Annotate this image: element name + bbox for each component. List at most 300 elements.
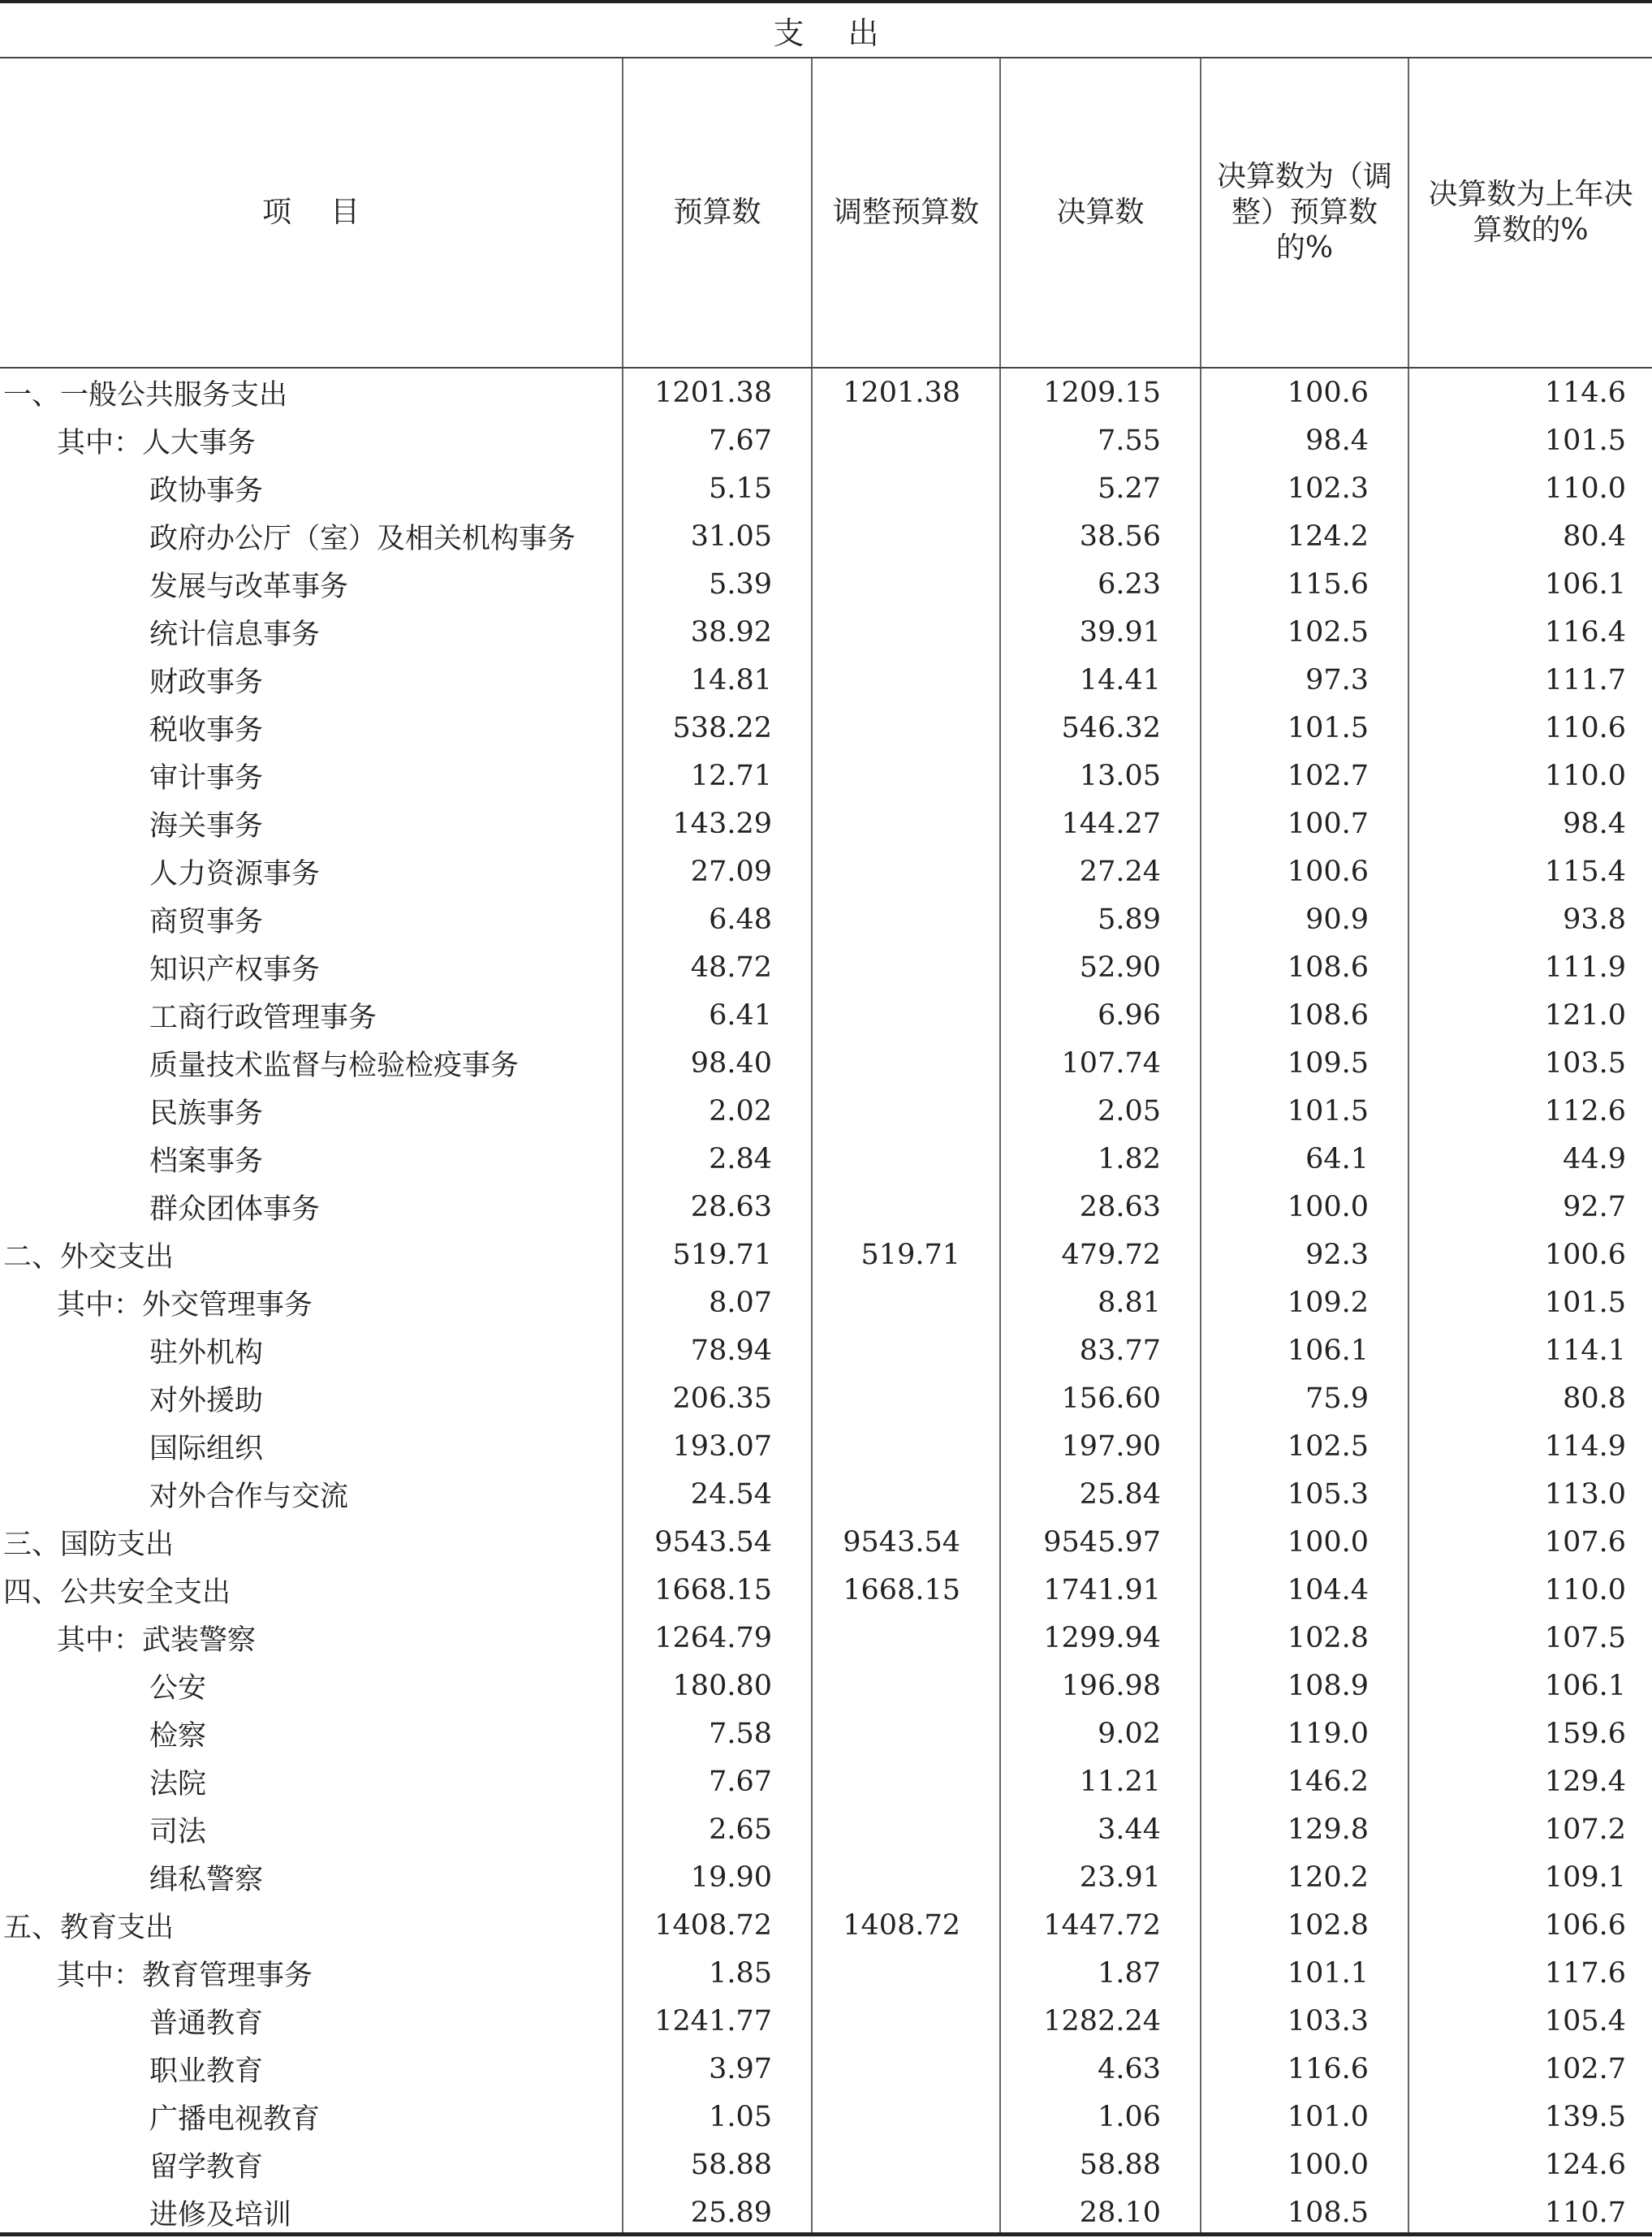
cell-final: 39.91 <box>1000 608 1201 656</box>
cell-item <box>0 895 623 943</box>
cell-pct-lastyear: 116.4 <box>1408 608 1652 656</box>
cell-final: 1.82 <box>1000 1135 1201 1183</box>
item-label: 驻外机构 <box>149 1336 264 1369</box>
table-row <box>0 1805 1652 1853</box>
cell-budget: 98.40 <box>623 1039 812 1087</box>
cell-pct-lastyear: 106.1 <box>1408 560 1652 608</box>
cell-budget: 48.72 <box>623 943 812 991</box>
cell-pct-budget: 106.1 <box>1201 1326 1408 1374</box>
cell-adjusted-budget: 519.71 <box>812 1231 1000 1279</box>
table-row <box>0 1662 1652 1710</box>
cell-pct-lastyear: 103.5 <box>1408 1039 1652 1087</box>
cell-pct-lastyear: 114.6 <box>1408 368 1652 416</box>
cell-item <box>0 1279 623 1326</box>
cell-item <box>0 1087 623 1135</box>
item-label: 三、国防支出 <box>3 1528 175 1561</box>
cell-pct-budget: 101.5 <box>1201 704 1408 752</box>
cell-item <box>0 1614 623 1662</box>
cell-item <box>0 704 623 752</box>
table-row <box>0 2045 1652 2093</box>
cell-budget: 19.90 <box>623 1853 812 1901</box>
cell-adjusted-budget <box>812 656 1000 704</box>
cell-pct-budget: 75.9 <box>1201 1374 1408 1422</box>
cell-adjusted-budget <box>812 1949 1000 1997</box>
expenditure-table <box>0 58 1652 2236</box>
table-row <box>0 1470 1652 1518</box>
cell-adjusted-budget <box>812 2141 1000 2188</box>
header-final: 决算数 <box>1000 58 1201 368</box>
item-label: 四、公共安全支出 <box>3 1576 231 1609</box>
cell-item <box>0 1757 623 1805</box>
cell-adjusted-budget <box>812 1805 1000 1853</box>
cell-adjusted-budget <box>812 991 1000 1039</box>
cell-pct-budget: 64.1 <box>1201 1135 1408 1183</box>
header-budget: 预算数 <box>623 58 812 368</box>
cell-budget: 5.15 <box>623 464 812 512</box>
item-label: 进修及培训 <box>149 2198 292 2232</box>
cell-budget: 24.54 <box>623 1470 812 1518</box>
cell-adjusted-budget <box>812 2045 1000 2093</box>
cell-item <box>0 2188 623 2236</box>
cell-budget: 14.81 <box>623 656 812 704</box>
cell-pct-lastyear: 110.0 <box>1408 1566 1652 1614</box>
cell-final: 1.06 <box>1000 2093 1201 2141</box>
cell-pct-budget: 100.0 <box>1201 1183 1408 1231</box>
cell-pct-budget: 102.8 <box>1201 1901 1408 1949</box>
table-row <box>0 464 1652 512</box>
cell-item <box>0 1374 623 1422</box>
cell-item <box>0 847 623 895</box>
cell-pct-lastyear: 139.5 <box>1408 2093 1652 2141</box>
cell-item <box>0 943 623 991</box>
cell-pct-lastyear: 92.7 <box>1408 1183 1652 1231</box>
cell-final: 28.63 <box>1000 1183 1201 1231</box>
cell-item <box>0 368 623 416</box>
cell-pct-lastyear: 107.6 <box>1408 1518 1652 1566</box>
table-row <box>0 1231 1652 1279</box>
item-label: 法院 <box>149 1767 207 1800</box>
cell-adjusted-budget <box>812 847 1000 895</box>
cell-budget: 28.63 <box>623 1183 812 1231</box>
cell-pct-budget: 102.3 <box>1201 464 1408 512</box>
cell-budget: 78.94 <box>623 1326 812 1374</box>
cell-budget: 1.05 <box>623 2093 812 2141</box>
cell-final: 1282.24 <box>1000 1997 1201 2045</box>
cell-adjusted-budget <box>812 464 1000 512</box>
table-row <box>0 991 1652 1039</box>
cell-item <box>0 2093 623 2141</box>
table-row <box>0 1135 1652 1183</box>
cell-item <box>0 1422 623 1470</box>
cell-adjusted-budget <box>812 1422 1000 1470</box>
cell-pct-lastyear: 106.1 <box>1408 1662 1652 1710</box>
cell-item <box>0 1231 623 1279</box>
item-label: 其中：教育管理事务 <box>57 1959 313 1992</box>
item-label: 司法 <box>149 1815 207 1848</box>
table-row <box>0 608 1652 656</box>
cell-pct-lastyear: 129.4 <box>1408 1757 1652 1805</box>
cell-adjusted-budget: 1408.72 <box>812 1901 1000 1949</box>
item-label: 一、一般公共服务支出 <box>3 378 288 412</box>
cell-budget: 9543.54 <box>623 1518 812 1566</box>
cell-pct-lastyear: 115.4 <box>1408 847 1652 895</box>
header-pct-lastyear: 决算数为上年决算数的% <box>1408 58 1652 368</box>
cell-budget: 5.39 <box>623 560 812 608</box>
item-label: 检察 <box>149 1719 207 1753</box>
cell-item <box>0 2141 623 2188</box>
cell-pct-lastyear: 101.5 <box>1408 1279 1652 1326</box>
cell-adjusted-budget <box>812 2093 1000 2141</box>
table-row <box>0 943 1652 991</box>
cell-adjusted-budget <box>812 2188 1000 2236</box>
header-pct-budget: 决算数为（调整）预算数的% <box>1201 58 1408 368</box>
cell-budget: 538.22 <box>623 704 812 752</box>
cell-adjusted-budget <box>812 1183 1000 1231</box>
item-label: 留学教育 <box>149 2150 264 2184</box>
item-label: 档案事务 <box>149 1145 264 1178</box>
bottom-rule <box>0 2232 1652 2236</box>
cell-final: 8.81 <box>1000 1279 1201 1326</box>
cell-adjusted-budget <box>812 608 1000 656</box>
cell-item <box>0 1662 623 1710</box>
cell-budget: 25.89 <box>623 2188 812 2236</box>
item-label: 民族事务 <box>149 1097 264 1130</box>
item-label: 质量技术监督与检验检疫事务 <box>149 1049 520 1082</box>
table-row <box>0 1087 1652 1135</box>
cell-pct-budget: 102.7 <box>1201 752 1408 800</box>
item-label: 普通教育 <box>149 2007 264 2040</box>
cell-pct-lastyear: 107.5 <box>1408 1614 1652 1662</box>
cell-pct-lastyear: 93.8 <box>1408 895 1652 943</box>
item-label: 审计事务 <box>149 761 264 795</box>
cell-pct-lastyear: 112.6 <box>1408 1087 1652 1135</box>
item-label: 群众团体事务 <box>149 1192 321 1226</box>
cell-pct-lastyear: 114.1 <box>1408 1326 1652 1374</box>
cell-item <box>0 1710 623 1757</box>
cell-adjusted-budget <box>812 1087 1000 1135</box>
cell-adjusted-budget <box>812 1135 1000 1183</box>
table-row <box>0 847 1652 895</box>
item-label: 其中：外交管理事务 <box>57 1288 313 1322</box>
cell-pct-budget: 105.3 <box>1201 1470 1408 1518</box>
cell-pct-lastyear: 117.6 <box>1408 1949 1652 1997</box>
cell-pct-budget: 115.6 <box>1201 560 1408 608</box>
table-row <box>0 1279 1652 1326</box>
cell-item <box>0 512 623 560</box>
cell-pct-budget: 108.6 <box>1201 943 1408 991</box>
cell-pct-lastyear: 113.0 <box>1408 1470 1652 1518</box>
table-row <box>0 895 1652 943</box>
cell-final: 58.88 <box>1000 2141 1201 2188</box>
cell-item <box>0 1805 623 1853</box>
item-label: 其中：武装警察 <box>57 1624 257 1657</box>
cell-final: 3.44 <box>1000 1805 1201 1853</box>
cell-pct-lastyear: 102.7 <box>1408 2045 1652 2093</box>
table-row <box>0 2141 1652 2188</box>
cell-final: 25.84 <box>1000 1470 1201 1518</box>
cell-final: 1741.91 <box>1000 1566 1201 1614</box>
cell-item <box>0 560 623 608</box>
cell-pct-budget: 108.9 <box>1201 1662 1408 1710</box>
cell-final: 52.90 <box>1000 943 1201 991</box>
cell-item <box>0 464 623 512</box>
table-row <box>0 1901 1652 1949</box>
item-label: 对外合作与交流 <box>149 1480 349 1513</box>
cell-final: 83.77 <box>1000 1326 1201 1374</box>
cell-final: 5.27 <box>1000 464 1201 512</box>
cell-final: 479.72 <box>1000 1231 1201 1279</box>
cell-item <box>0 1183 623 1231</box>
cell-budget: 3.97 <box>623 2045 812 2093</box>
table-row <box>0 1326 1652 1374</box>
cell-final: 6.23 <box>1000 560 1201 608</box>
cell-final: 2.05 <box>1000 1087 1201 1135</box>
cell-budget: 206.35 <box>623 1374 812 1422</box>
cell-pct-lastyear: 110.7 <box>1408 2188 1652 2236</box>
cell-pct-budget: 103.3 <box>1201 1997 1408 2045</box>
cell-item <box>0 1901 623 1949</box>
cell-final: 28.10 <box>1000 2188 1201 2236</box>
item-label: 五、教育支出 <box>3 1911 175 1944</box>
cell-adjusted-budget <box>812 1710 1000 1757</box>
cell-pct-budget: 108.5 <box>1201 2188 1408 2236</box>
cell-adjusted-budget <box>812 943 1000 991</box>
item-label: 税收事务 <box>149 714 264 747</box>
cell-budget: 193.07 <box>623 1422 812 1470</box>
cell-pct-lastyear: 100.6 <box>1408 1231 1652 1279</box>
cell-adjusted-budget <box>812 1757 1000 1805</box>
cell-final: 1.87 <box>1000 1949 1201 1997</box>
item-label: 财政事务 <box>149 666 264 699</box>
cell-pct-budget: 97.3 <box>1201 656 1408 704</box>
cell-pct-budget: 101.1 <box>1201 1949 1408 1997</box>
cell-adjusted-budget <box>812 752 1000 800</box>
cell-pct-lastyear: 159.6 <box>1408 1710 1652 1757</box>
cell-final: 144.27 <box>1000 800 1201 847</box>
cell-pct-budget: 146.2 <box>1201 1757 1408 1805</box>
table-row <box>0 560 1652 608</box>
cell-budget: 1201.38 <box>623 368 812 416</box>
cell-item <box>0 991 623 1039</box>
cell-item <box>0 800 623 847</box>
table-row <box>0 1566 1652 1614</box>
cell-final: 1299.94 <box>1000 1614 1201 1662</box>
cell-pct-budget: 116.6 <box>1201 2045 1408 2093</box>
cell-item <box>0 656 623 704</box>
cell-final: 14.41 <box>1000 656 1201 704</box>
cell-pct-lastyear: 111.9 <box>1408 943 1652 991</box>
cell-item <box>0 1518 623 1566</box>
table-header <box>0 58 1652 368</box>
cell-final: 1209.15 <box>1000 368 1201 416</box>
cell-final: 23.91 <box>1000 1853 1201 1901</box>
header-row <box>0 58 1652 368</box>
table-row <box>0 1374 1652 1422</box>
cell-pct-lastyear: 106.6 <box>1408 1901 1652 1949</box>
cell-adjusted-budget <box>812 1614 1000 1662</box>
cell-pct-budget: 102.8 <box>1201 1614 1408 1662</box>
item-label: 知识产权事务 <box>149 953 321 986</box>
cell-budget: 8.07 <box>623 1279 812 1326</box>
cell-budget: 31.05 <box>623 512 812 560</box>
cell-pct-lastyear: 114.9 <box>1408 1422 1652 1470</box>
cell-budget: 38.92 <box>623 608 812 656</box>
cell-pct-budget: 92.3 <box>1201 1231 1408 1279</box>
table-row <box>0 1614 1652 1662</box>
cell-pct-lastyear: 101.5 <box>1408 416 1652 464</box>
cell-adjusted-budget <box>812 895 1000 943</box>
cell-item <box>0 1949 623 1997</box>
cell-budget: 1.85 <box>623 1949 812 1997</box>
table-row <box>0 1422 1652 1470</box>
cell-pct-budget: 109.5 <box>1201 1039 1408 1087</box>
cell-pct-budget: 124.2 <box>1201 512 1408 560</box>
cell-budget: 1408.72 <box>623 1901 812 1949</box>
cell-pct-lastyear: 44.9 <box>1408 1135 1652 1183</box>
table-row <box>0 2093 1652 2141</box>
cell-adjusted-budget <box>812 416 1000 464</box>
cell-item <box>0 1470 623 1518</box>
cell-budget: 1264.79 <box>623 1614 812 1662</box>
header-item: 项目 <box>0 58 623 368</box>
table-row <box>0 368 1652 416</box>
cell-adjusted-budget <box>812 1279 1000 1326</box>
cell-pct-budget: 100.6 <box>1201 368 1408 416</box>
cell-final: 38.56 <box>1000 512 1201 560</box>
item-label: 人力资源事务 <box>149 857 321 890</box>
item-label: 政府办公厅（室）及相关机构事务 <box>149 522 576 555</box>
cell-final: 11.21 <box>1000 1757 1201 1805</box>
cell-item <box>0 1326 623 1374</box>
table-row <box>0 1710 1652 1757</box>
table-row <box>0 1183 1652 1231</box>
cell-final: 156.60 <box>1000 1374 1201 1422</box>
cell-budget: 180.80 <box>623 1662 812 1710</box>
item-label: 商贸事务 <box>149 905 264 938</box>
cell-pct-lastyear: 124.6 <box>1408 2141 1652 2188</box>
table-title: 支出 <box>0 3 1652 58</box>
table-row <box>0 2188 1652 2236</box>
table-row <box>0 416 1652 464</box>
cell-budget: 519.71 <box>623 1231 812 1279</box>
cell-adjusted-budget <box>812 1326 1000 1374</box>
cell-pct-budget: 100.7 <box>1201 800 1408 847</box>
cell-budget: 1668.15 <box>623 1566 812 1614</box>
cell-pct-lastyear: 80.8 <box>1408 1374 1652 1422</box>
item-label: 公安 <box>149 1671 207 1705</box>
cell-pct-lastyear: 105.4 <box>1408 1997 1652 2045</box>
cell-budget: 6.48 <box>623 895 812 943</box>
cell-budget: 2.84 <box>623 1135 812 1183</box>
cell-budget: 58.88 <box>623 2141 812 2188</box>
cell-final: 5.89 <box>1000 895 1201 943</box>
cell-pct-budget: 108.6 <box>1201 991 1408 1039</box>
cell-final: 197.90 <box>1000 1422 1201 1470</box>
cell-pct-lastyear: 110.0 <box>1408 464 1652 512</box>
cell-pct-lastyear: 111.7 <box>1408 656 1652 704</box>
cell-item <box>0 1853 623 1901</box>
cell-adjusted-budget <box>812 512 1000 560</box>
cell-pct-lastyear: 109.1 <box>1408 1853 1652 1901</box>
table-body <box>0 368 1652 2236</box>
cell-budget: 7.58 <box>623 1710 812 1757</box>
item-label: 对外援助 <box>149 1384 264 1417</box>
cell-final: 196.98 <box>1000 1662 1201 1710</box>
cell-pct-budget: 102.5 <box>1201 608 1408 656</box>
cell-pct-budget: 101.5 <box>1201 1087 1408 1135</box>
table-row <box>0 752 1652 800</box>
cell-pct-budget: 129.8 <box>1201 1805 1408 1853</box>
cell-budget: 143.29 <box>623 800 812 847</box>
item-label: 统计信息事务 <box>149 618 321 651</box>
cell-pct-lastyear: 98.4 <box>1408 800 1652 847</box>
table-row <box>0 1518 1652 1566</box>
cell-budget: 7.67 <box>623 1757 812 1805</box>
cell-pct-budget: 100.0 <box>1201 2141 1408 2188</box>
cell-item <box>0 1039 623 1087</box>
cell-adjusted-budget: 1201.38 <box>812 368 1000 416</box>
cell-final: 4.63 <box>1000 2045 1201 2093</box>
cell-adjusted-budget <box>812 1853 1000 1901</box>
cell-final: 9.02 <box>1000 1710 1201 1757</box>
header-adjusted-budget: 调整预算数 <box>812 58 1000 368</box>
cell-final: 27.24 <box>1000 847 1201 895</box>
cell-adjusted-budget <box>812 1470 1000 1518</box>
item-label: 二、外交支出 <box>3 1240 175 1274</box>
cell-pct-budget: 104.4 <box>1201 1566 1408 1614</box>
table-row <box>0 1039 1652 1087</box>
cell-item <box>0 2045 623 2093</box>
cell-budget: 2.65 <box>623 1805 812 1853</box>
table-row <box>0 512 1652 560</box>
cell-adjusted-budget <box>812 704 1000 752</box>
table-row <box>0 704 1652 752</box>
table-row <box>0 800 1652 847</box>
cell-adjusted-budget <box>812 1374 1000 1422</box>
table-row <box>0 656 1652 704</box>
cell-pct-lastyear: 107.2 <box>1408 1805 1652 1853</box>
cell-final: 13.05 <box>1000 752 1201 800</box>
cell-pct-budget: 100.0 <box>1201 1518 1408 1566</box>
cell-final: 7.55 <box>1000 416 1201 464</box>
cell-pct-budget: 100.6 <box>1201 847 1408 895</box>
cell-budget: 1241.77 <box>623 1997 812 2045</box>
cell-budget: 7.67 <box>623 416 812 464</box>
cell-item <box>0 1997 623 2045</box>
item-label: 工商行政管理事务 <box>149 1001 377 1034</box>
item-label: 发展与改革事务 <box>149 570 349 603</box>
cell-pct-budget: 109.2 <box>1201 1279 1408 1326</box>
cell-pct-budget: 102.5 <box>1201 1422 1408 1470</box>
cell-adjusted-budget: 9543.54 <box>812 1518 1000 1566</box>
cell-final: 9545.97 <box>1000 1518 1201 1566</box>
cell-item <box>0 416 623 464</box>
cell-budget: 27.09 <box>623 847 812 895</box>
cell-pct-lastyear: 110.0 <box>1408 752 1652 800</box>
cell-pct-budget: 98.4 <box>1201 416 1408 464</box>
item-label: 其中：人大事务 <box>57 426 257 459</box>
table-row <box>0 1853 1652 1901</box>
table-row <box>0 1757 1652 1805</box>
item-label: 缉私警察 <box>149 1863 264 1896</box>
cell-adjusted-budget <box>812 1997 1000 2045</box>
cell-item <box>0 1566 623 1614</box>
cell-item <box>0 608 623 656</box>
cell-final: 107.74 <box>1000 1039 1201 1087</box>
cell-adjusted-budget <box>812 560 1000 608</box>
item-label: 广播电视教育 <box>149 2102 321 2136</box>
cell-final: 546.32 <box>1000 704 1201 752</box>
